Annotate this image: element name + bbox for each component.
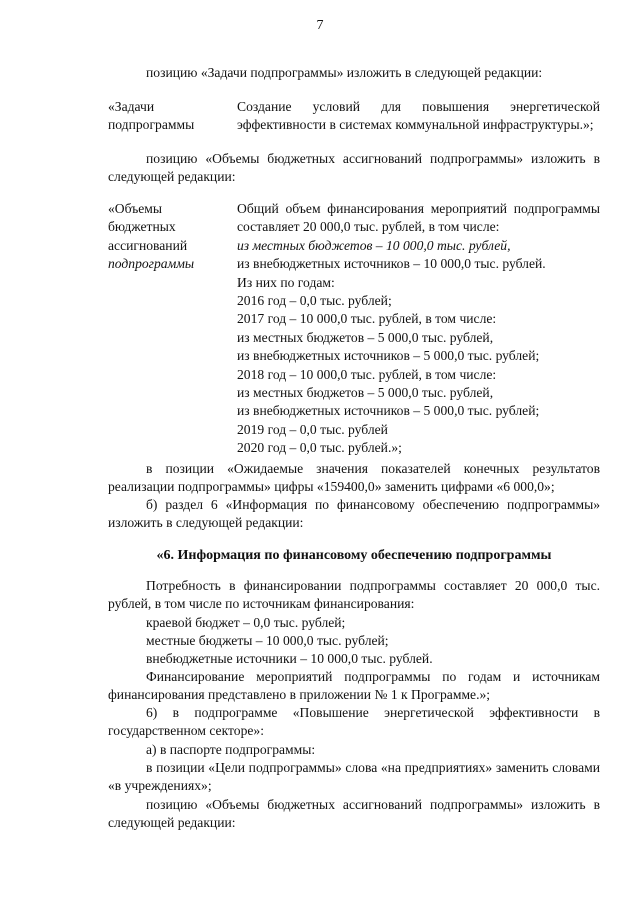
volumes-line-3: Из них по годам:	[237, 274, 335, 290]
volumes-line-1: из местных бюджетов – 10 000,0 тыс. рублей,	[237, 237, 511, 253]
volumes-2-paragraph: позицию «Объемы бюджетных ассигнований подпрограммы» изложить в следующей редакции:	[108, 797, 600, 831]
volumes-line-7: из внебюджетных источников – 5 000,0 тыс. рублей;	[237, 348, 540, 364]
volumes-line-8: 2018 год – 10 000,0 тыс. рублей, в том числе:	[237, 366, 497, 382]
volumes-label-line-2: подпрограммы	[108, 256, 195, 272]
passport-paragraph: а) в паспорте подпрограммы:	[146, 742, 316, 757]
volumes-line-4: 2016 год – 0,0 тыс. рублей;	[237, 293, 392, 309]
volumes-line-9: из местных бюджетов – 5 000,0 тыс. рублей,	[237, 385, 494, 401]
section-6-heading: «6. Информация по финансовому обеспечению подпрограммы	[156, 548, 552, 563]
volumes-line-12: 2020 год – 0,0 тыс. рублей.»;	[237, 440, 402, 456]
volumes-line-10: из внебюджетных источников – 5 000,0 тыс. рублей;	[237, 403, 540, 419]
page-number: 7	[316, 18, 324, 33]
tasks-value: Создание условий для повышения энергетической эффективности в системах коммунальной инфраструктуры.»;	[237, 99, 600, 133]
expected-values-paragraph: в позиции «Ожидаемые значения показателей конечных результатов реализации подпрограммы» цифры «159400,0» заменить цифрами «6 000,0»;	[108, 461, 600, 495]
financing-paragraph: Финансирование мероприятий подпрограммы по годам и источникам финансирования представлено в приложении № 1 к Программе.»;	[108, 669, 600, 703]
volumes-label	[108, 200, 228, 274]
source-line-3: внебюджетные источники – 10 000,0 тыс. рублей.	[146, 651, 433, 666]
source-line-1: краевой бюджет – 0,0 тыс. рублей;	[146, 615, 346, 630]
volumes-line-6: из местных бюджетов – 5 000,0 тыс. рублей,	[237, 329, 494, 345]
goals-paragraph: в позиции «Цели подпрограммы» слова «на предприятиях» заменить словами «в учреждениях»;	[108, 760, 600, 794]
volumes-line-5: 2017 год – 10 000,0 тыс. рублей, в том числе:	[237, 311, 497, 327]
intro-volumes-paragraph: позицию «Объемы бюджетных ассигнований подпрограммы» изложить в следующей редакции:	[108, 151, 600, 185]
intro-tasks-paragraph: позицию «Задачи подпрограммы» изложить в следующей редакции:	[146, 65, 543, 80]
section6-paragraph: б) раздел 6 «Информация по финансовому обеспечению подпрограммы» изложить в следующей редакции:	[108, 497, 600, 531]
volumes-label-line-1: «Объемы бюджетных ассигнований	[108, 201, 188, 253]
need-paragraph: Потребность в финансировании подпрограммы составляет 20 000,0 тыс. рублей, в том числе по источникам финансирования:	[108, 578, 600, 612]
subprogram-6-paragraph: 6) в подпрограмме «Повышение энергетической эффективности в государственном секторе»:	[108, 705, 600, 739]
volumes-value	[237, 200, 600, 458]
source-line-2: местные бюджеты – 10 000,0 тыс. рублей;	[146, 633, 389, 648]
volumes-line-2: из внебюджетных источников – 10 000,0 тыс. рублей.	[237, 256, 546, 272]
tasks-label: «Задачи подпрограммы	[108, 99, 195, 133]
volumes-line-11: 2019 год – 0,0 тыс. рублей	[237, 421, 388, 437]
volumes-value-intro: Общий объем финансирования мероприятий подпрограммы составляет 20 000,0 тыс. рублей, в том числе:	[237, 201, 600, 235]
